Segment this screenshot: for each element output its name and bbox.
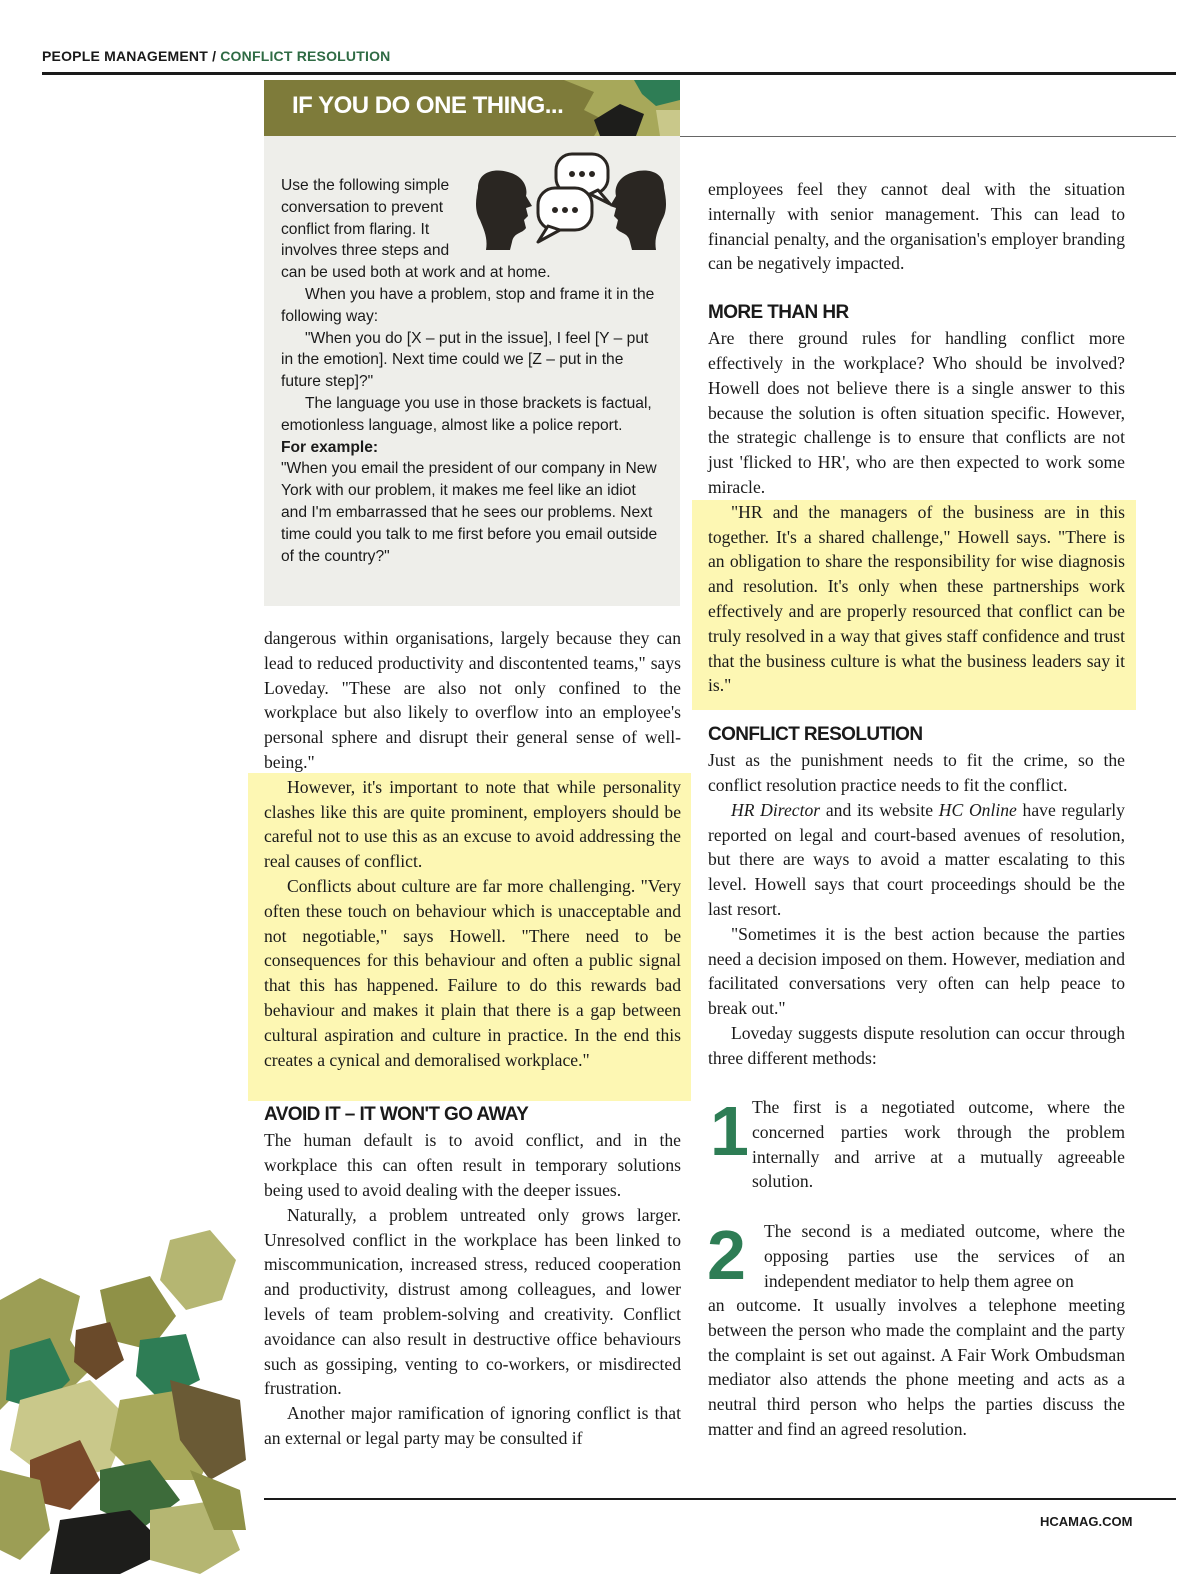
body-paragraph: Are there ground rules for handling conflict more effectively in the workplace? Who should be involved? Howell does not believe there is a single answer to this because the solution is often situation specific. However, the strategic challenge is to ensure that conflicts are not just 'flicked to HR', who are then expected to work some miracle.: [708, 328, 1125, 497]
thin-rule: [680, 136, 1176, 137]
body-paragraph: Just as the punishment needs to fit the crime, so the conflict resolution practice needs to fit the conflict.: [708, 750, 1125, 795]
publication-name: HC Online: [938, 799, 1017, 820]
section-heading: AVOID IT – IT WON'T GO AWAY: [264, 1104, 529, 1126]
body-paragraph: "Sometimes it is the best action because the parties need a decision imposed on them. However, mediation and facilitated conversations very often can help peace to break out.": [708, 923, 1125, 1019]
publication-name: HR Director: [731, 799, 821, 820]
body-paragraph: Loveday suggests dispute resolution can occur through three different methods:: [708, 1022, 1125, 1068]
sidebar-paragraph: The language you use in those brackets is factual, emotionless language, almost like a police report.: [281, 394, 652, 434]
section-label: PEOPLE MANAGEMENT: [42, 48, 208, 64]
sidebar-paragraph: When you have a problem, stop and frame it in the following way:: [281, 285, 655, 325]
body-paragraph: dangerous within organisations, largely because they can lead to reduced productivity and discontented teams," says Loveday. "These are also not only confined to the workplace but also likely to overflow into an employee's personal sphere and disrupt their general sense of well-being.": [264, 628, 681, 772]
section-heading: CONFLICT RESOLUTION: [708, 724, 923, 746]
left-column: [264, 626, 681, 1451]
sidebar-intro-line: conversation to prevent: [281, 198, 444, 216]
sidebar-intro-line: conflict from flaring. It: [281, 220, 430, 238]
sidebar-example-label: For example:: [281, 438, 379, 456]
list-item-text: The first is a negotiated outcome, where the concerned parties work through the problem internally and arrive at a mutually agreeable solution.: [752, 1097, 1125, 1192]
sidebar-intro-line: Use the following simple: [281, 177, 450, 194]
list-item: [752, 1095, 1125, 1194]
section-separator: /: [212, 48, 217, 64]
body-paragraph: The human default is to avoid conflict, and in the workplace this can often result in temporary solutions being used to avoid dealing with the deeper issues.: [264, 1130, 681, 1200]
section-header: [42, 48, 391, 64]
body-paragraph: Naturally, a problem untreated only grows larger. Unresolved conflict in the workplace has been linked to miscommunication, increased stress, reduced cooperation and productivity, distrust among colleagues, and lower levels of team problem-solving and creativity. Conflict avoidance can also result in destructive office behaviours such as gossiping, venting to co-workers, or misdirected frustration.: [264, 1204, 681, 1399]
list-item-text: The second is a mediated outcome, where the opposing parties use the services of an independent mediator to help them agree on: [764, 1221, 1125, 1291]
body-paragraph: [708, 798, 1125, 922]
sidebar-formula: "When you do [X – put in the issue], I feel [Y – put in the emotion]. Next time could we [Z – put in the future step]?": [281, 329, 649, 391]
pull-quote-paragraph: "HR and the managers of the business are in this together. It's a shared challenge," Howell says. "There is an obligation to share the responsibility for wise diagnosis and resolution. It's only when these partnerships work effectively and are properly resourced that conflict can be truly resolved in a way that gives staff confidence and trust that the business culture is what the business leaders say it is.": [708, 501, 1125, 696]
bottom-rule: [264, 1498, 1176, 1500]
subsection-label: CONFLICT RESOLUTION: [220, 48, 391, 64]
sidebar-body: [281, 175, 661, 567]
sidebar-intro-line: can be used both at work and at home.: [281, 264, 551, 282]
camo-decoration-icon: [0, 1230, 250, 1574]
sidebar-banner: [264, 80, 680, 136]
body-paragraph: However, it's important to note that while personality clashes like this are quite prominent, employers should be careful not to use this as an excuse to avoid addressing the real causes of conflict.: [264, 776, 681, 872]
list-item: [764, 1219, 1125, 1293]
list-item-text: an outcome. It usually involves a telephone meeting between the person who made the complaint and the party the complaint is set out against. A Fair Work Ombudsman mediator also attends the phone meeting and acts as a neutral third person who helps the parties discuss the matter and find an agreed resolution.: [708, 1295, 1125, 1439]
body-paragraph: Conflicts about culture are far more challenging. "Very often these touch on behaviour which is unacceptable and not negotiable," says Howell. "There need to be consequences for this behaviour and often a public signal that this has happened. Failure to do this rewards bad behaviour and makes it plain that there is a gap between cultural aspiration and culture in practice. In the end this creates a cynical and demoralised workplace.": [264, 875, 681, 1070]
body-paragraph: employees feel they cannot deal with the situation internally with senior management. This can lead to financial penalty, and the organisation's employer branding can be negatively impacted.: [708, 179, 1125, 274]
list-number: 2: [707, 1216, 746, 1294]
text-run: have regularly reported on legal and court-based avenues of resolution, but there are ways to avoid a matter escalating to this level. Howell says that court proceedings should be the last resort.: [708, 799, 1125, 919]
right-column: [708, 177, 1125, 1071]
sidebar-title: IF YOU DO ONE THING...: [292, 92, 564, 119]
top-rule: [42, 72, 1176, 75]
list-item-continued: [708, 1293, 1125, 1442]
section-heading: MORE THAN HR: [708, 302, 849, 324]
footer-site: HCAMAG.COM: [1040, 1514, 1133, 1529]
text-run: and its website: [820, 799, 939, 820]
sidebar-intro: [281, 175, 471, 262]
sidebar-example-text: "When you email the president of our company in New York with our problem, it makes me feel like an idiot and I'm embarrassed that he sees our problems. Next time could you talk to me first before you email outside of the country?": [281, 460, 658, 565]
list-number: 1: [710, 1092, 749, 1170]
body-paragraph: Another major ramification of ignoring conflict is that an external or legal party may be consulted if: [264, 1403, 681, 1448]
sidebar-intro-line: involves three steps and: [281, 242, 450, 260]
